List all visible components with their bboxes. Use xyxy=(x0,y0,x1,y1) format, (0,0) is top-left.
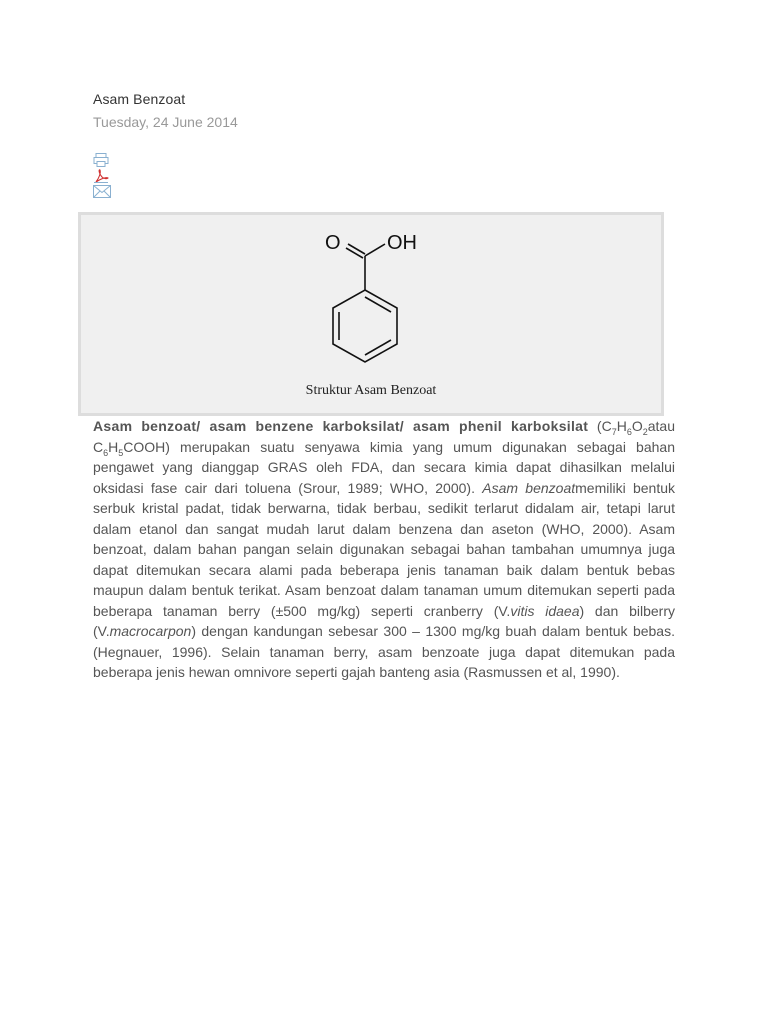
article-segment: ) dan bilberry (V. xyxy=(93,602,675,639)
print-icon[interactable] xyxy=(93,153,111,167)
pdf-icon[interactable] xyxy=(93,169,111,183)
figure-caption: Struktur Asam Benzoat xyxy=(305,383,437,398)
article-segment: 6 xyxy=(626,426,632,437)
article-segment: COOH) merupakan suatu senyawa kimia yang umum digunakan sebagai bahan pengawet yang dianggap GRAS oleh FDA, dan secara kimia dapat dihasilkan melalui oksidasi fase cair dari toluena (Srour, 1989; WHO, 2000). xyxy=(93,438,675,496)
article-paragraph xyxy=(93,416,675,683)
oxygen-label: O xyxy=(325,232,341,254)
page-date: Tuesday, 24 June 2014 xyxy=(93,114,238,130)
article-segment: 2 xyxy=(642,426,648,437)
article-segment: macrocarpon xyxy=(109,623,192,639)
benzoic-acid-structure xyxy=(321,225,421,365)
article-segment: 7 xyxy=(611,426,617,437)
article-segment: vitis idaea xyxy=(510,602,580,619)
hydroxyl-label: OH xyxy=(387,232,417,254)
article-segment: Asam benzoat/ asam benzene karboksilat/ asam phenil karboksilat xyxy=(93,418,589,434)
article-segment: memiliki bentuk serbuk kristal padat, tidak berwarna, tidak berbau, sedikit terlarut didalam air, tetapi larut dalam etanol dan sangat mudah larut dalam benzena dan aseton (WHO, 2000). Asam benzoat, dalam bahan pangan selain digunakan sebagai bahan tambahan umumnya juga dapat ditemukan secara alami pada beberapa jenis tanaman baik dalam bentuk bebas maupun dalam bentuk terikat. Asam benzoat dalam tanaman umum ditemukan seperti pada beberapa tanaman berry (±500 mg/kg) seperti cranberry (V. xyxy=(93,479,675,619)
article-segment: ) dengan kandungan sebesar 300 – 1300 mg/kg buah dalam bentuk bebas. (Hegnauer, 1996). Selain tanaman berry, asam benzoate juga dapat ditemukan pada beberapa jenis hewan omnivore seperti gajah banteng asia (Rasmussen et al, 1990). xyxy=(93,623,675,680)
article-segment: 5 xyxy=(118,447,124,458)
article-segment: atau C xyxy=(93,418,675,455)
article-segment: H xyxy=(616,418,627,434)
article-segment: (C xyxy=(588,418,612,434)
article-segment: 6 xyxy=(103,447,109,458)
structure-figure xyxy=(78,212,664,416)
article-segment: H xyxy=(108,438,119,455)
article-segment: O xyxy=(631,418,643,434)
share-toolbar xyxy=(93,153,113,201)
article-segment: Asam benzoat xyxy=(482,479,576,496)
page-title: Asam Benzoat xyxy=(93,91,186,107)
email-icon[interactable] xyxy=(93,185,111,199)
